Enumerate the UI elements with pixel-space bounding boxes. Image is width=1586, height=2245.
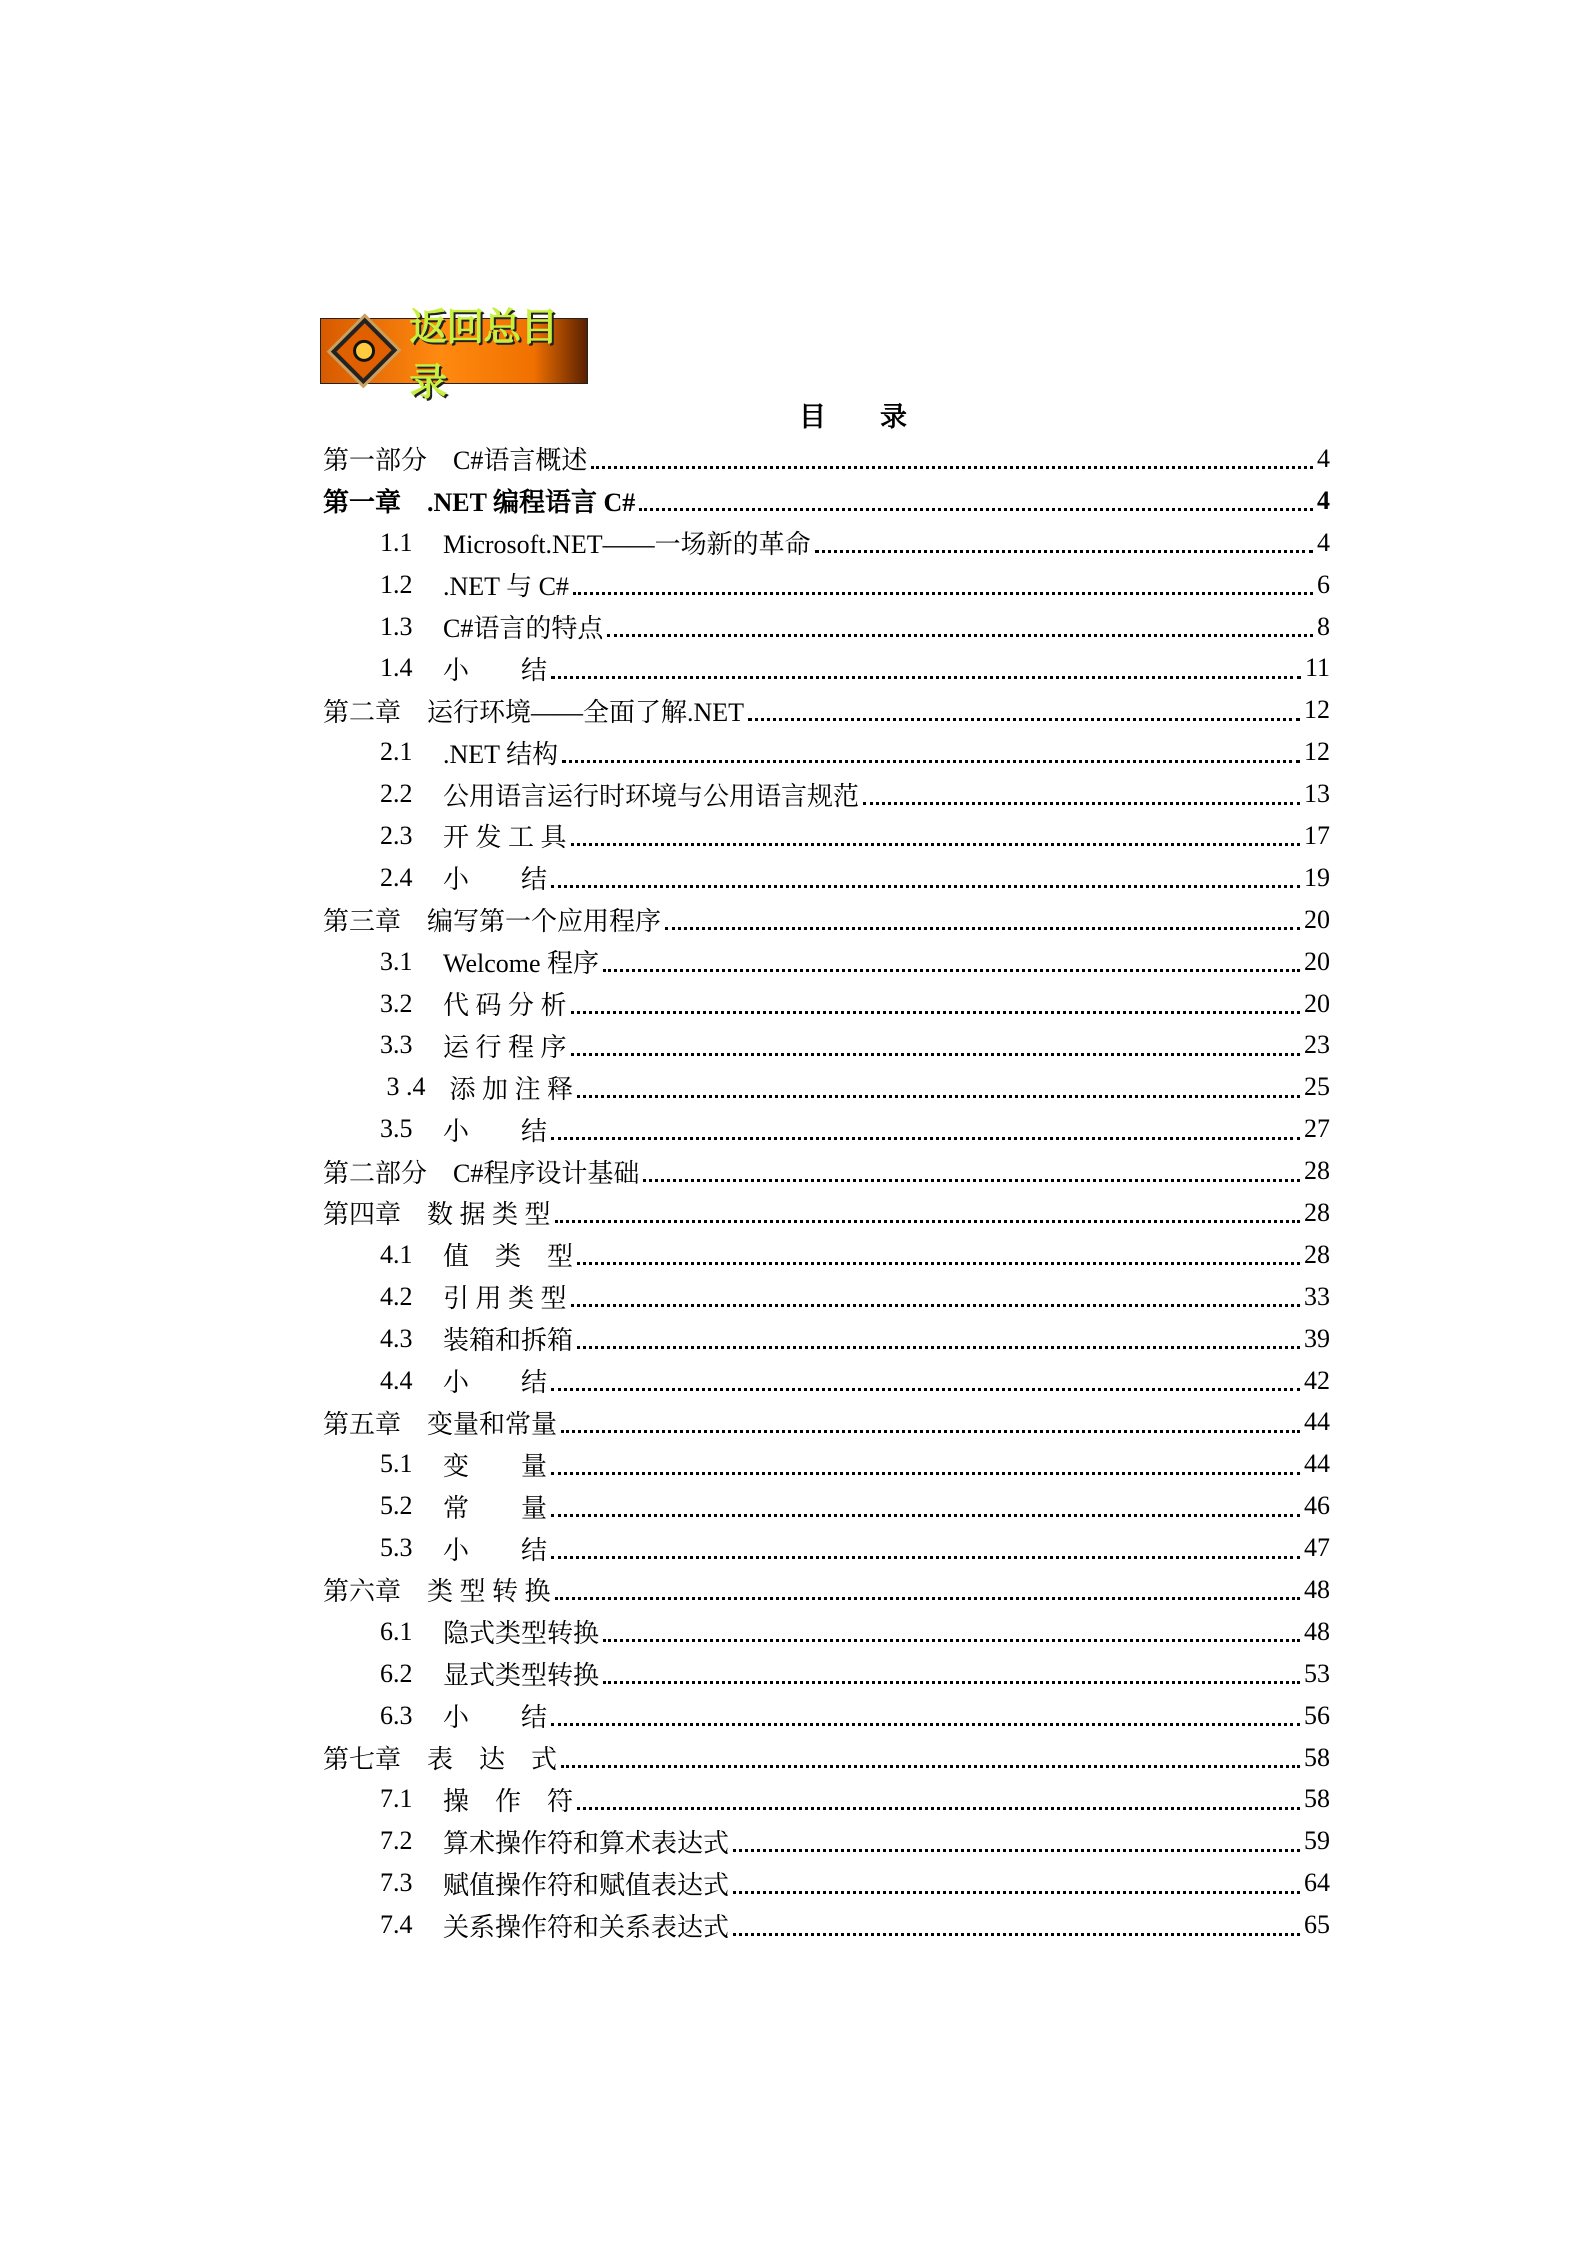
toc-chapter-entry[interactable]	[323, 480, 1330, 522]
toc-section-entry[interactable]	[323, 606, 1330, 648]
dot-leader	[555, 1220, 1300, 1223]
section-number: 5.2	[380, 1491, 413, 1521]
page-number: 20	[1304, 904, 1330, 934]
dot-leader	[551, 1514, 1300, 1517]
page-number: 44	[1304, 1407, 1330, 1437]
toc-section-entry[interactable]	[323, 1485, 1330, 1527]
page-number: 28	[1304, 1156, 1330, 1186]
entry-title: 小 结	[443, 655, 548, 685]
section-number: 4.1	[380, 1239, 413, 1269]
table-of-contents	[323, 438, 1330, 1946]
toc-section-entry[interactable]	[323, 1066, 1330, 1108]
page-number: 20	[1304, 988, 1330, 1018]
section-number: 3.1	[380, 946, 413, 976]
dot-leader	[577, 1262, 1300, 1265]
page-title: 目 录	[799, 402, 907, 432]
toc-section-entry[interactable]	[323, 564, 1330, 606]
page-number: 48	[1304, 1616, 1330, 1646]
dot-leader	[551, 1472, 1300, 1475]
toc-section-entry[interactable]	[323, 1779, 1330, 1821]
dot-leader	[551, 1556, 1300, 1559]
entry-title: 公用语言运行时环境与公用语言规范	[443, 781, 860, 811]
entry-title: 引 用 类 型	[443, 1284, 567, 1314]
entry-title: 添 加 注 释	[443, 1074, 574, 1104]
section-number: 1.4	[380, 653, 413, 683]
section-number: 6.1	[380, 1616, 413, 1646]
section-number: 7.4	[380, 1910, 413, 1940]
toc-chapter-entry[interactable]	[323, 1192, 1330, 1234]
page-number: 58	[1304, 1784, 1330, 1814]
entry-title: 第六章 类 型 转 换	[323, 1577, 551, 1607]
page-number: 11	[1304, 653, 1330, 683]
page-number: 6	[1317, 569, 1330, 599]
section-number: 3.5	[380, 1114, 413, 1144]
toc-chapter-entry[interactable]	[323, 1737, 1330, 1779]
toc-section-entry[interactable]	[323, 1024, 1330, 1066]
section-number: 5.3	[380, 1533, 413, 1563]
section-number: 1.2	[380, 569, 413, 599]
page-number: 59	[1304, 1826, 1330, 1856]
section-number: 4.4	[380, 1365, 413, 1395]
dot-leader	[562, 760, 1300, 763]
toc-section-entry[interactable]	[323, 647, 1330, 689]
toc-section-entry[interactable]	[323, 857, 1330, 899]
dot-leader	[603, 1639, 1300, 1642]
page-number: 64	[1304, 1868, 1330, 1898]
dot-leader	[551, 676, 1301, 679]
page-number: 56	[1304, 1700, 1330, 1730]
page-number: 12	[1304, 737, 1330, 767]
dot-leader	[555, 1597, 1300, 1600]
toc-section-entry[interactable]	[323, 773, 1330, 815]
toc-section-entry[interactable]	[323, 1862, 1330, 1904]
section-number: 4.3	[380, 1323, 413, 1353]
dot-leader	[571, 1053, 1300, 1056]
entry-title: 常 量	[443, 1493, 548, 1523]
page-number: 65	[1304, 1910, 1330, 1940]
page-number: 58	[1304, 1742, 1330, 1772]
toc-section-entry[interactable]	[323, 1527, 1330, 1569]
dot-leader	[573, 592, 1313, 595]
toc-section-entry[interactable]	[323, 1318, 1330, 1360]
dot-leader	[863, 802, 1300, 805]
toc-section-entry[interactable]	[323, 815, 1330, 857]
page-number: 33	[1304, 1281, 1330, 1311]
dot-leader	[551, 1388, 1300, 1391]
dot-leader	[748, 718, 1300, 721]
dot-leader	[577, 1807, 1300, 1810]
dot-leader	[733, 1933, 1300, 1936]
entry-title: 第五章 变量和常量	[323, 1409, 558, 1439]
dot-leader	[551, 885, 1300, 888]
page-number: 48	[1304, 1574, 1330, 1604]
entry-title: 第三章 编写第一个应用程序	[323, 907, 662, 937]
entry-title: 第七章 表 达 式	[323, 1745, 558, 1775]
toc-section-entry[interactable]	[323, 1653, 1330, 1695]
entry-title: 小 结	[443, 1116, 548, 1146]
dot-leader	[733, 1891, 1300, 1894]
dot-leader	[607, 634, 1313, 637]
toc-section-entry[interactable]	[323, 1234, 1330, 1276]
entry-title: 代 码 分 析	[443, 991, 567, 1021]
section-number: 2.3	[380, 820, 413, 850]
toc-section-entry[interactable]	[323, 1276, 1330, 1318]
toc-section-entry[interactable]	[323, 522, 1330, 564]
page-number: 23	[1304, 1030, 1330, 1060]
page-number: 4	[1317, 527, 1330, 557]
page-number: 46	[1304, 1491, 1330, 1521]
back-to-main-toc-button[interactable]	[320, 305, 588, 404]
section-number: 5.1	[380, 1449, 413, 1479]
page-number: 12	[1304, 695, 1330, 725]
back-to-main-toc-label: 返回总目录	[409, 305, 558, 404]
entry-title: 小 结	[443, 1368, 548, 1398]
entry-title: .NET 结构	[443, 739, 559, 769]
page-number: 4	[1317, 443, 1330, 473]
dot-leader	[643, 1179, 1300, 1182]
section-number: 6.3	[380, 1700, 413, 1730]
entry-title: 值 类 型	[443, 1242, 574, 1272]
entry-title: Welcome 程序	[443, 949, 600, 979]
section-number: 3.3	[380, 1030, 413, 1060]
dot-leader	[571, 1011, 1300, 1014]
entry-title: 小 结	[443, 865, 548, 895]
entry-title: 第二章 运行环境——全面了解.NET	[323, 697, 745, 727]
dot-leader	[603, 1681, 1300, 1684]
toc-chapter-entry[interactable]	[323, 1401, 1330, 1443]
page-number: 20	[1304, 946, 1330, 976]
page-number: 25	[1304, 1072, 1330, 1102]
dot-leader	[577, 1095, 1300, 1098]
dot-leader	[665, 927, 1300, 930]
entry-title: 变 量	[443, 1451, 548, 1481]
section-number: 7.1	[380, 1784, 413, 1814]
entry-title: 第四章 数 据 类 型	[323, 1200, 551, 1230]
dot-leader	[603, 969, 1300, 972]
entry-title: C#语言的特点	[443, 614, 604, 643]
section-number: 2.1	[380, 737, 413, 767]
section-number: 6.2	[380, 1658, 413, 1688]
entry-title: 第一部分 C#语言概述	[323, 446, 588, 476]
entry-title: 赋值操作符和赋值表达式	[443, 1870, 730, 1900]
dot-leader	[639, 508, 1313, 511]
toc-chapter-entry[interactable]	[323, 438, 1330, 480]
toc-section-entry[interactable]	[323, 941, 1330, 983]
section-number: 2.4	[380, 862, 413, 892]
section-number: 4.2	[380, 1281, 413, 1311]
section-number: 3.2	[380, 988, 413, 1018]
page-number: 4	[1317, 485, 1330, 515]
page-number: 17	[1304, 820, 1330, 850]
page-number: 19	[1304, 862, 1330, 892]
section-number: 7.3	[380, 1868, 413, 1898]
toc-section-entry[interactable]	[323, 1360, 1330, 1402]
dot-leader	[561, 1765, 1300, 1768]
dot-leader	[733, 1849, 1300, 1852]
entry-title: 小 结	[443, 1535, 548, 1565]
dot-leader	[571, 1304, 1300, 1307]
section-number: 2.2	[380, 779, 413, 809]
dot-leader	[815, 550, 1313, 553]
section-number: 3 .4	[380, 1072, 426, 1102]
toc-section-entry[interactable]	[323, 1611, 1330, 1653]
toc-chapter-entry[interactable]	[323, 1150, 1330, 1192]
toc-section-entry[interactable]	[323, 1108, 1330, 1150]
entry-title: 关系操作符和关系表达式	[443, 1912, 730, 1942]
toc-section-entry[interactable]	[323, 731, 1330, 773]
toc-section-entry[interactable]	[323, 983, 1330, 1025]
page-number: 28	[1304, 1239, 1330, 1269]
page-number: 47	[1304, 1533, 1330, 1563]
entry-title: 隐式类型转换	[443, 1619, 600, 1649]
entry-title: Microsoft.NET——一场新的革命	[443, 530, 811, 560]
dot-leader	[571, 843, 1300, 846]
toc-section-entry[interactable]	[323, 1443, 1330, 1485]
entry-title: 算术操作符和算术表达式	[443, 1828, 730, 1858]
dot-leader	[561, 1430, 1300, 1433]
entry-title: 第一章 .NET 编程语言 C#	[323, 488, 636, 518]
page-number: 42	[1304, 1365, 1330, 1395]
entry-title: 装箱和拆箱	[443, 1326, 574, 1356]
toc-section-entry[interactable]	[323, 1695, 1330, 1737]
dot-leader	[551, 1723, 1300, 1726]
toc-section-entry[interactable]	[323, 1820, 1330, 1862]
page-number: 13	[1304, 779, 1330, 809]
toc-chapter-entry[interactable]	[323, 689, 1330, 731]
section-number: 1.1	[380, 527, 413, 557]
entry-title: 第二部分 C#程序设计基础	[323, 1158, 640, 1188]
dot-leader	[577, 1346, 1300, 1349]
page-number: 27	[1304, 1114, 1330, 1144]
page-number: 28	[1304, 1197, 1330, 1227]
entry-title: 操 作 符	[443, 1786, 574, 1816]
toc-chapter-entry[interactable]	[323, 1569, 1330, 1611]
diamond-icon	[331, 318, 398, 385]
entry-title: 开 发 工 具	[443, 823, 567, 853]
page-number: 44	[1304, 1449, 1330, 1479]
section-number: 1.3	[380, 611, 413, 641]
section-number: 7.2	[380, 1826, 413, 1856]
dot-leader	[591, 466, 1313, 469]
entry-title: 小 结	[443, 1703, 548, 1733]
page-number: 8	[1317, 611, 1330, 641]
toc-chapter-entry[interactable]	[323, 899, 1330, 941]
page-number: 53	[1304, 1658, 1330, 1688]
toc-section-entry[interactable]	[323, 1904, 1330, 1946]
entry-title: 显式类型转换	[443, 1661, 600, 1691]
page-number: 39	[1304, 1323, 1330, 1353]
entry-title: 运 行 程 序	[443, 1032, 567, 1062]
entry-title: .NET 与 C#	[443, 572, 569, 602]
dot-leader	[551, 1137, 1300, 1140]
